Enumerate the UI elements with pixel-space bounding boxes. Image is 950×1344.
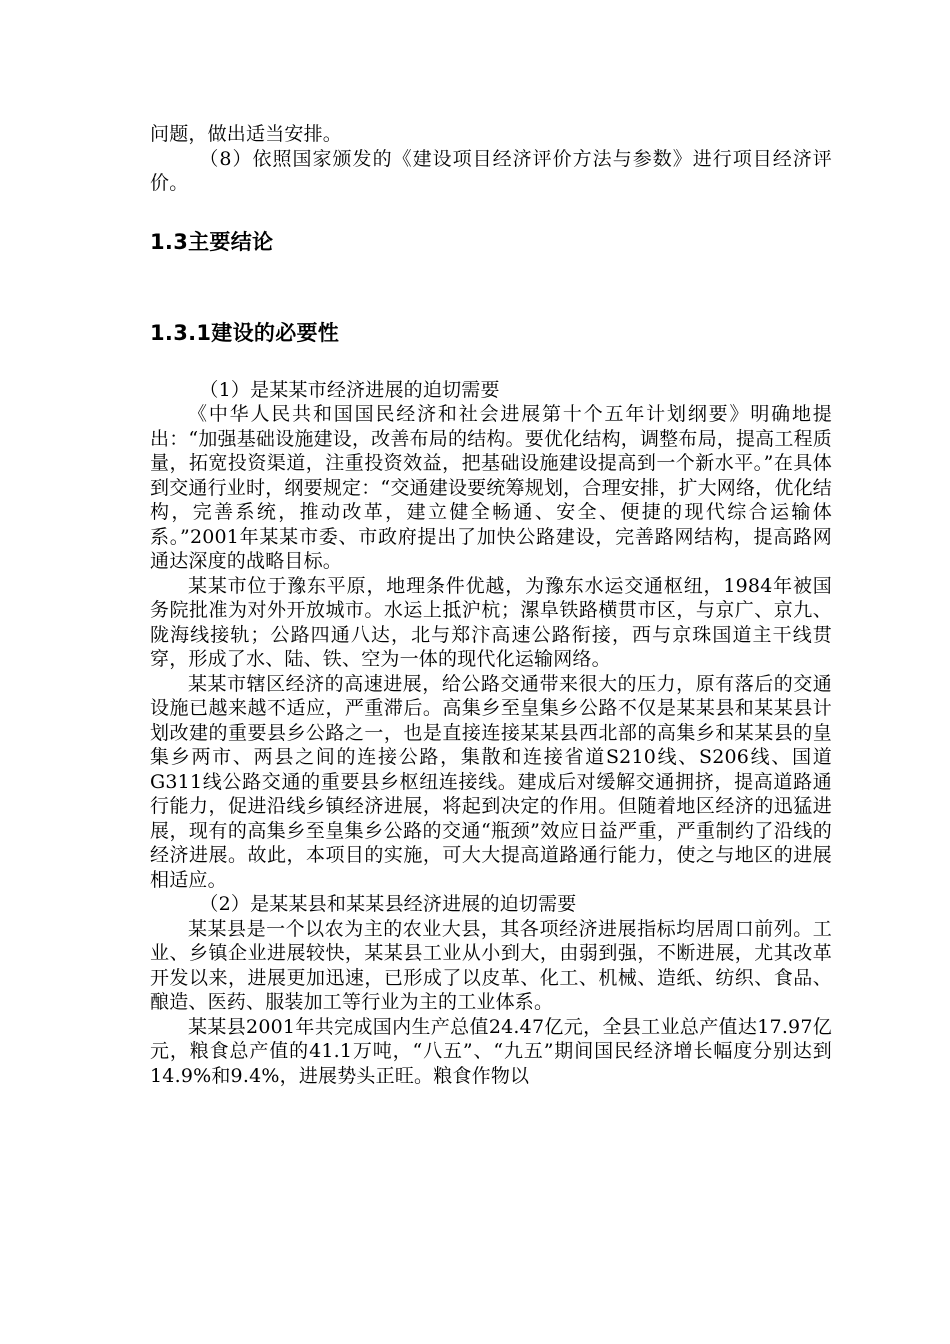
section-heading-1-3-1: 1.3.1建设的必要性 <box>150 320 340 345</box>
document-body <box>150 122 832 1088</box>
subheading-necessity-counties: （2）是某某县和某某县经济进展的迫切需要 <box>199 893 577 915</box>
subheading-necessity-city: （1）是某某市经济进展的迫切需要 <box>199 378 500 401</box>
paragraph-city-location: 某某市位于豫东平原，地理条件优越，为豫东水运交通枢纽，1984年被国务院批准为对外开放城市。水运上抵沪杭；漯阜铁路横贯市区，与京广、京九、陇海线接轨；公路四通八达，北与郑汴高速公路衔接，西与京珠国道主干线贯穿，形成了水、陆、铁、空为一体的现代化运输网络。 <box>150 574 832 670</box>
paragraph-road-pressure: 某某市辖区经济的高速进展，给公路交通带来很大的压力，原有落后的交通设施已越来越不适应，严重滞后。高集乡至皇集乡公路不仅是某某县和某某县计划改建的重要县乡公路之一，也是直接连接某某县西北部的高集乡和某某县的皇集乡两市、两县之间的连接公路，集散和连接省道S210线、S206线、国道G311线公路交通的重要县乡枢纽连接线。建成后对缓解交通拥挤，提高道路通行能力，促进沿线乡镇经济进展，将起到决定的作用。但随着地区经济的迅猛进展，现有的高集乡至皇集乡公路的交通“瓶颈”效应日益严重，严重制约了沿线的经济进展。故此，本项目的实施，可大大提高道路通行能力，使之与地区的进展相适应。 <box>150 672 832 891</box>
paragraph-county-agriculture: 某某县是一个以农为主的农业大县，其各项经济进展指标均居周口前列。工业、乡镇企业进展较快，某某县工业从小到大，由弱到强，不断进展，尤其改革开发以来，进展更加迅速，已形成了以皮革、化工、机械、造纸、纺织、食品、酿造、医药、服装加工等行业为主的工业体系。 <box>150 917 832 1013</box>
paragraph-item-8: （8）依照国家颁发的《建设项目经济评价方法与参数》进行项目经济评价。 <box>150 147 832 194</box>
paragraph-five-year-plan: 《中华人民共和国国民经济和社会进展第十个五年计划纲要》明确地提出：“加强基础设施建设，改善布局的结构。要优化结构，调整布局，提高工程质量，拓宽投资渠道，注重投资效益，把基础设施建设提高到一个新水平。”在具体到交通行业时，纲要规定：“交通建设要统筹规划，合理安排，扩大网络，优化结构，完善系统，推动改革，建立健全畅通、安全、便捷的现代综合运输体系。”2001年某某市委、市政府提出了加快公路建设，完善路网结构，提高路网通达深度的战略目标。 <box>150 403 832 572</box>
paragraph-continuation: 问题，做出适当安排。 <box>150 123 343 145</box>
paragraph-county-gdp: 某某县2001年共完成国内生产总值24.47亿元，全县工业总产值达17.97亿元，粮食总产值的41.1万吨，“八五”、“九五”期间国民经济增长幅度分别达到14.9%和9.4%，进展势头正旺。粮食作物以 <box>150 1015 832 1087</box>
section-heading-1-3: 1.3主要结论 <box>150 229 274 254</box>
